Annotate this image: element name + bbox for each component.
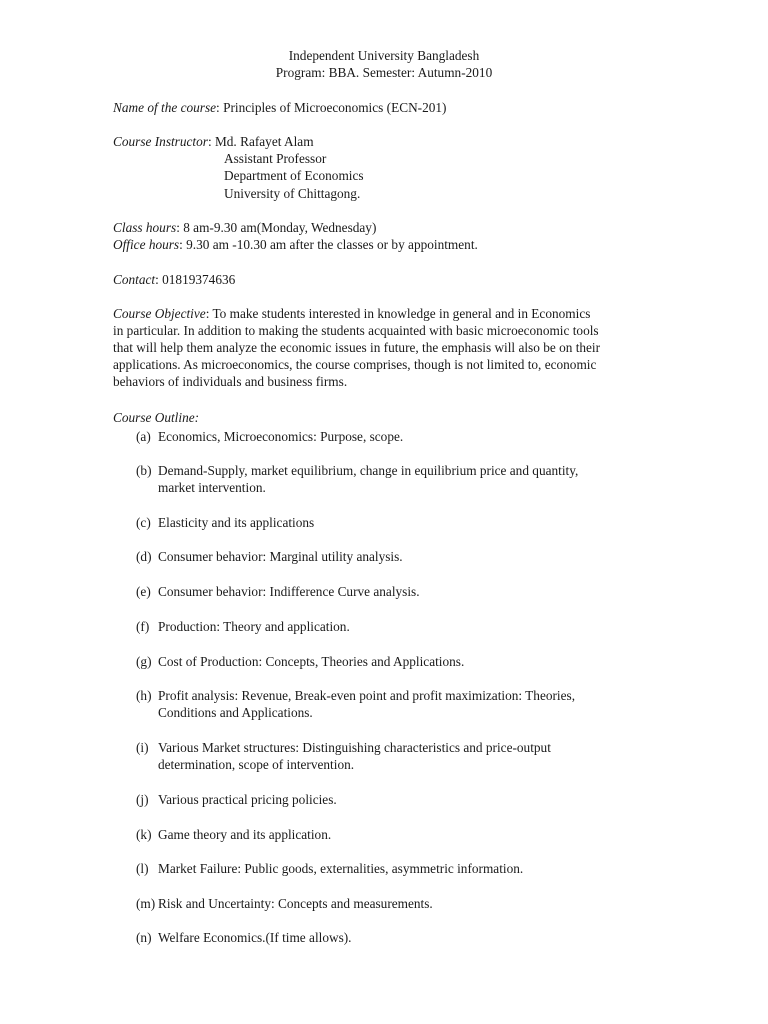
instructor-name: : Md. Rafayet Alam: [207, 134, 314, 149]
class-hours-label: Class hours: [113, 220, 177, 235]
outline-item-text: Market Failure: Public goods, externalities, asymmetric information.: [158, 861, 524, 876]
course-name-value: : Principles of Microeconomics (ECN-201): [216, 100, 447, 115]
outline-item-marker: (a): [136, 429, 151, 444]
outline-item-marker: (d): [136, 549, 152, 564]
outline-item-text: Cost of Production: Concepts, Theories and Applications.: [158, 654, 465, 669]
outline-item-marker: (b): [136, 463, 152, 478]
outline-item-marker: (g): [136, 654, 152, 669]
outline-item-text: Economics, Microeconomics: Purpose, scope.: [158, 429, 404, 444]
objective-text: : To make students interested in knowledge in general and in Economics: [205, 306, 591, 321]
outline-item-text: Welfare Economics.(If time allows).: [158, 930, 352, 945]
course-objective: [113, 305, 658, 390]
outline-item-text: Demand-Supply, market equilibrium, change in equilibrium price and quantity,: [158, 463, 579, 478]
outline-item-marker: (c): [136, 515, 151, 530]
outline-item-marker: (l): [136, 861, 149, 876]
objective-line: [113, 305, 658, 322]
objective-line: that will help them analyze the economic issues in future, the emphasis will also be on their: [113, 340, 601, 355]
outline-item-text: Profit analysis: Revenue, Break-even point and profit maximization: Theories,: [158, 688, 576, 703]
class-hours-value: : 8 am-9.30 am(Monday, Wednesday): [176, 220, 377, 235]
outline-item-marker: (f): [136, 619, 150, 634]
university-heading: Independent University Bangladesh: [288, 48, 480, 63]
outline-item-marker: (j): [136, 792, 149, 807]
outline-item-marker: (e): [136, 584, 151, 599]
course-name-label: Name of the course: [113, 100, 217, 115]
outline-label: Course Outline: [113, 410, 195, 425]
contact-row: [113, 271, 235, 288]
outline-item-text: Various practical pricing policies.: [158, 792, 337, 807]
course-name-row: [113, 99, 446, 116]
outline-item-text: determination, scope of intervention.: [158, 757, 355, 772]
outline-item-marker: (k): [136, 827, 152, 842]
office-hours-row: [113, 236, 478, 253]
instructor-row: [113, 133, 314, 150]
outline-item-text: market intervention.: [158, 480, 266, 495]
contact-label: Contact: [113, 272, 156, 287]
outline-item-text: Elasticity and its applications: [158, 515, 315, 530]
office-hours-label: Office hours: [113, 237, 180, 252]
outline-item-text: Various Market structures: Distinguishing characteristics and price-output: [158, 740, 551, 755]
instructor-department: Department of Economics: [224, 168, 364, 183]
objective-label: Course Objective: [113, 306, 206, 321]
instructor-university: University of Chittagong.: [224, 186, 361, 201]
instructor-title: Assistant Professor: [224, 151, 327, 166]
outline-item-text: Risk and Uncertainty: Concepts and measurements.: [158, 896, 433, 911]
class-hours-row: [113, 219, 376, 236]
outline-item-marker: (i): [136, 740, 149, 755]
office-hours-value: : 9.30 am -10.30 am after the classes or by appointment.: [179, 237, 478, 252]
objective-line: in particular. In addition to making the students acquainted with basic microeconomic tools: [113, 323, 599, 338]
outline-item-text: Conditions and Applications.: [158, 705, 313, 720]
outline-item-marker: (m): [136, 896, 156, 911]
program-line: Program: BBA. Semester: Autumn-2010: [275, 65, 493, 80]
outline-item-text: Production: Theory and application.: [158, 619, 350, 634]
outline-item-text: Consumer behavior: Indifference Curve analysis.: [158, 584, 420, 599]
instructor-label: Course Instructor: [113, 134, 208, 149]
outline-item-marker: (n): [136, 930, 152, 945]
objective-line: behaviors of individuals and business firms.: [113, 374, 348, 389]
outline-colon: :: [194, 410, 200, 425]
outline-item-marker: (h): [136, 688, 152, 703]
outline-item-text: Consumer behavior: Marginal utility analysis.: [158, 549, 403, 564]
outline-item-text: Game theory and its application.: [158, 827, 332, 842]
contact-value: : 01819374636: [155, 272, 236, 287]
objective-line: applications. As microeconomics, the course comprises, though is not limited to, economic: [113, 357, 597, 372]
course-outline-heading: [113, 409, 199, 426]
